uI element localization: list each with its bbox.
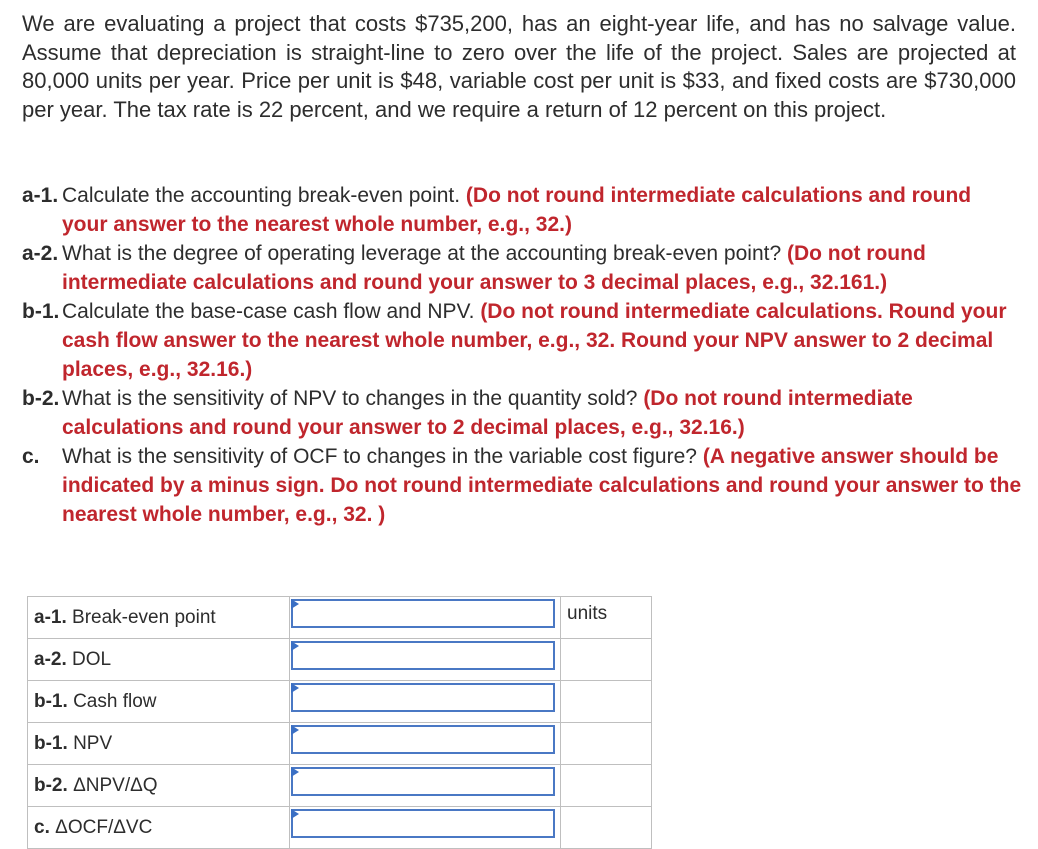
row-label: [28, 807, 290, 849]
row-part: a-1.: [34, 606, 67, 628]
answer-cell: [290, 723, 561, 765]
answer-row-ocf-sensitivity: [28, 807, 652, 849]
part-c: [22, 442, 1022, 529]
part-question: Calculate the base-case cash flow and NPV.: [62, 300, 481, 323]
row-part: b-1.: [34, 690, 68, 712]
answer-row-dol: [28, 639, 652, 681]
part-instruction: (A negative answer should be indicated by a minus sign. Do not round intermediate calculations and round your answer to the nearest whole number, e.g., 32. ): [62, 445, 1022, 526]
part-body: [62, 181, 1022, 239]
answer-row-break-even: [28, 597, 652, 639]
part-label: c.: [22, 445, 40, 468]
answer-table: [27, 596, 652, 849]
unit-cell: [561, 639, 652, 681]
part-instruction: (Do not round intermediate calculations. Round your cash flow answer to the nearest whole number, e.g., 32. Round your NPV answer to 2 decimal places, e.g., 32.16.): [62, 300, 1007, 381]
part-question: What is the sensitivity of OCF to changes in the variable cost figure?: [62, 445, 703, 468]
answer-cell: [290, 765, 561, 807]
dol-input[interactable]: [291, 641, 555, 670]
question-parts: [22, 181, 1022, 529]
row-label-text: ΔNPV/ΔQ: [73, 774, 158, 796]
unit-cell: [561, 723, 652, 765]
part-question: Calculate the accounting break-even point.: [62, 184, 466, 207]
unit-cell: [561, 765, 652, 807]
unit-cell: units: [561, 597, 652, 639]
unit-cell: [561, 681, 652, 723]
part-instruction: (Do not round intermediate calculations and round your answer to 2 decimal places, e.g., 32.16.): [62, 387, 913, 439]
row-label: [28, 681, 290, 723]
problem-statement: We are evaluating a project that costs $735,200, has an eight-year life, and has no salvage value. Assume that depreciation is straight-line to zero over the life of the project. Sales are projected at 80,000 units per year. Price per unit is $48, variable cost per unit is $33, and fixed costs are $730,000 per year. The tax rate is 22 percent, and we require a return of 12 percent on this project.: [22, 11, 1016, 122]
row-label: [28, 723, 290, 765]
answer-row-cash-flow: [28, 681, 652, 723]
row-label: [28, 639, 290, 681]
row-label-text: ΔOCF/ΔVC: [55, 816, 153, 838]
answer-row-npv-sensitivity: [28, 765, 652, 807]
part-b1: [22, 297, 1022, 384]
part-label: a-1.: [22, 184, 59, 207]
answer-row-npv: [28, 723, 652, 765]
part-question: What is the degree of operating leverage at the accounting break-even point?: [62, 242, 787, 265]
row-label-text: Cash flow: [73, 690, 157, 712]
row-label-text: DOL: [72, 648, 112, 670]
unit-cell: [561, 807, 652, 849]
cash-flow-input[interactable]: [291, 683, 555, 712]
npv-input[interactable]: [291, 725, 555, 754]
part-body: [62, 442, 1022, 529]
part-label: b-1.: [22, 300, 60, 323]
row-label: [28, 765, 290, 807]
break-even-input[interactable]: [291, 599, 555, 628]
row-part: b-1.: [34, 732, 68, 754]
row-part: a-2.: [34, 648, 67, 670]
ocf-sensitivity-input[interactable]: [291, 809, 555, 838]
part-label: a-2.: [22, 242, 59, 265]
row-label-text: NPV: [73, 732, 113, 754]
row-part: c.: [34, 816, 50, 838]
part-a2: [22, 239, 1022, 297]
part-body: [62, 239, 1022, 297]
answer-cell: [290, 639, 561, 681]
part-question: What is the sensitivity of NPV to changes in the quantity sold?: [62, 387, 644, 410]
part-instruction: (Do not round intermediate calculations and round your answer to the nearest whole number, e.g., 32.): [62, 184, 972, 236]
part-b2: [22, 384, 1022, 442]
answer-cell: [290, 681, 561, 723]
part-a1: [22, 181, 1022, 239]
part-instruction: (Do not round intermediate calculations and round your answer to 3 decimal places, e.g., 32.161.): [62, 242, 926, 294]
part-body: [62, 297, 1022, 384]
part-body: [62, 384, 1022, 442]
answer-cell: [290, 597, 561, 639]
npv-sensitivity-input[interactable]: [291, 767, 555, 796]
answer-cell: [290, 807, 561, 849]
part-label: b-2.: [22, 387, 60, 410]
row-label-text: Break-even point: [72, 606, 216, 628]
row-label: [28, 597, 290, 639]
row-part: b-2.: [34, 774, 68, 796]
